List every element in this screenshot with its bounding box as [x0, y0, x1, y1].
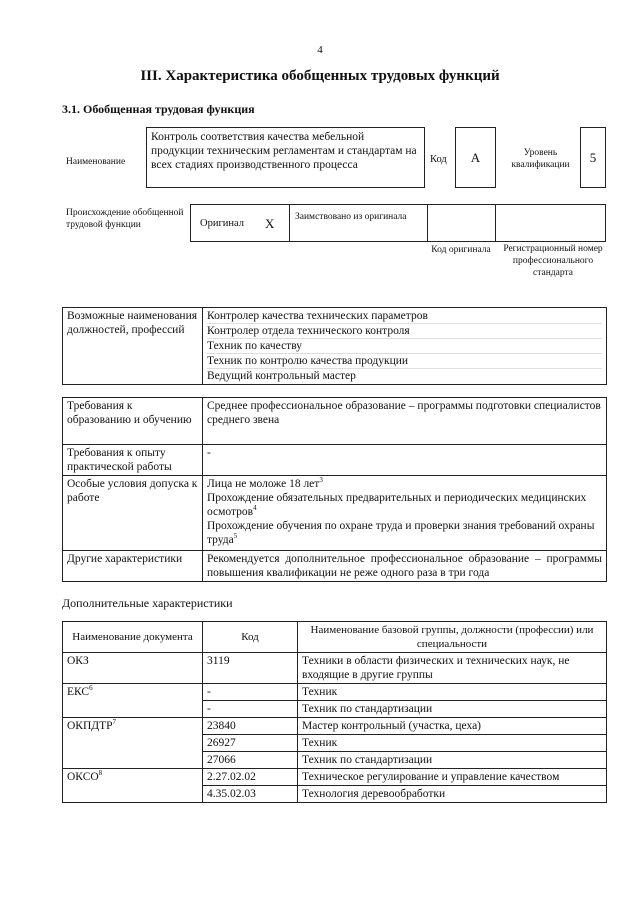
code-cell: 26927 — [203, 735, 298, 752]
original-mark: X — [265, 216, 275, 231]
position-item: Техник по качеству — [207, 339, 602, 354]
divider — [427, 204, 428, 242]
doc-label: ОКЗ — [67, 655, 89, 667]
column-header: Наименование базовой группы, должности (профессии) или специальности — [298, 622, 607, 653]
positions-table — [62, 307, 607, 385]
name-cell: Техник по стандартизации — [298, 752, 607, 769]
requirement-value — [203, 476, 607, 551]
borrowed-label: Заимствовано из оригинала — [295, 212, 407, 222]
requirement-value: - — [203, 445, 607, 476]
original-label: Оригинал — [200, 218, 244, 229]
doc-name — [63, 718, 203, 769]
code-cell: 23840 — [203, 718, 298, 735]
table-row — [63, 445, 607, 476]
footnote-ref: 8 — [98, 769, 103, 778]
doc-label: ЕКС — [67, 686, 90, 698]
code-value: A — [455, 127, 496, 188]
origin-label: Происхождение обобщенной трудовой функции — [66, 208, 184, 230]
name-cell: Техническое регулирование и управление качеством — [298, 769, 607, 786]
footnote-ref: 3 — [319, 476, 323, 485]
table-row — [63, 398, 607, 445]
table-row — [63, 684, 607, 701]
name-cell: Технология деревообработки — [298, 786, 607, 803]
requirement-value: Рекомендуется дополнительное профессиональное образование – программы повышения квалификации не реже одного раза в три года — [203, 551, 607, 582]
requirement-label: Другие характеристики — [63, 551, 203, 582]
column-header: Наименование документа — [63, 622, 203, 653]
positions-list — [203, 308, 607, 385]
requirements-table — [62, 397, 607, 582]
position-item: Ведущий контрольный мастер — [207, 370, 356, 382]
requirement-label: Особые условия допуска к работе — [63, 476, 203, 551]
footnote-ref: 6 — [89, 684, 93, 693]
code-original-label: Код оригинала — [431, 245, 491, 255]
doc-name — [63, 684, 203, 718]
name-cell: Техник — [298, 684, 607, 701]
footnote-ref: 7 — [112, 718, 117, 727]
code-cell: 4.35.02.03 — [203, 786, 298, 803]
name-label: Наименование — [66, 157, 126, 167]
doc-label: ОКПДТР — [67, 720, 113, 732]
condition-line: Прохождение обучения по охране труда и проверки знания требований охраны труда — [207, 520, 595, 546]
section-heading: 3.1. Обобщенная трудовая функция — [62, 102, 255, 116]
additional-table — [62, 621, 607, 803]
reg-number-label: Регистрационный номер профессионального стандарта — [503, 244, 603, 278]
doc-label: ОКСО — [67, 771, 99, 783]
doc-name — [63, 769, 203, 803]
table-row — [63, 476, 607, 551]
condition-line: Лица не моложе 18 лет — [207, 478, 320, 490]
doc-name — [63, 653, 203, 684]
additional-title: Дополнительные характеристики — [62, 596, 233, 610]
requirement-label: Требования к опыту практической работы — [63, 445, 203, 476]
divider — [289, 204, 290, 242]
page-title: III. Характеристика обобщенных трудовых функций — [140, 68, 500, 84]
table-row — [63, 769, 607, 786]
name-cell: Техники в области физических и технических наук, не входящие в другие группы — [298, 653, 607, 684]
requirement-label: Требования к образованию и обучению — [63, 398, 203, 445]
column-header: Код — [203, 622, 298, 653]
condition-line: Прохождение обязательных предварительных и периодических медицинских осмотров — [207, 492, 587, 518]
divider — [495, 204, 496, 242]
code-cell: - — [203, 684, 298, 701]
level-label: Уровень квалификации — [511, 148, 570, 170]
table-row — [63, 551, 607, 582]
position-item: Техник по контролю качества продукции — [207, 354, 602, 369]
function-name-box: Контроль соответствия качества мебельной продукции техническим регламентам и стандартам на всех стадиях производственного процесса — [146, 127, 425, 188]
name-cell: Техник по стандартизации — [298, 701, 607, 718]
code-cell: 2.27.02.02 — [203, 769, 298, 786]
positions-label: Возможные наименования должностей, профессий — [63, 308, 203, 385]
page-number: 4 — [317, 44, 323, 56]
origin-row — [190, 204, 606, 242]
footnote-ref: 5 — [233, 532, 238, 541]
table-header-row — [63, 622, 607, 653]
code-cell: 3119 — [203, 653, 298, 684]
requirement-value: Среднее профессиональное образование – программы подготовки специалистов среднего звена — [203, 398, 607, 445]
level-value: 5 — [580, 127, 606, 188]
name-cell: Мастер контрольный (участка, цеха) — [298, 718, 607, 735]
code-cell: 27066 — [203, 752, 298, 769]
position-item: Контролер отдела технического контроля — [207, 324, 602, 339]
table-row — [63, 653, 607, 684]
name-cell: Техник — [298, 735, 607, 752]
position-item: Контролер качества технических параметров — [207, 309, 602, 324]
table-row — [63, 718, 607, 735]
code-cell: - — [203, 701, 298, 718]
footnote-ref: 4 — [253, 504, 257, 513]
code-label: Код — [430, 154, 447, 165]
